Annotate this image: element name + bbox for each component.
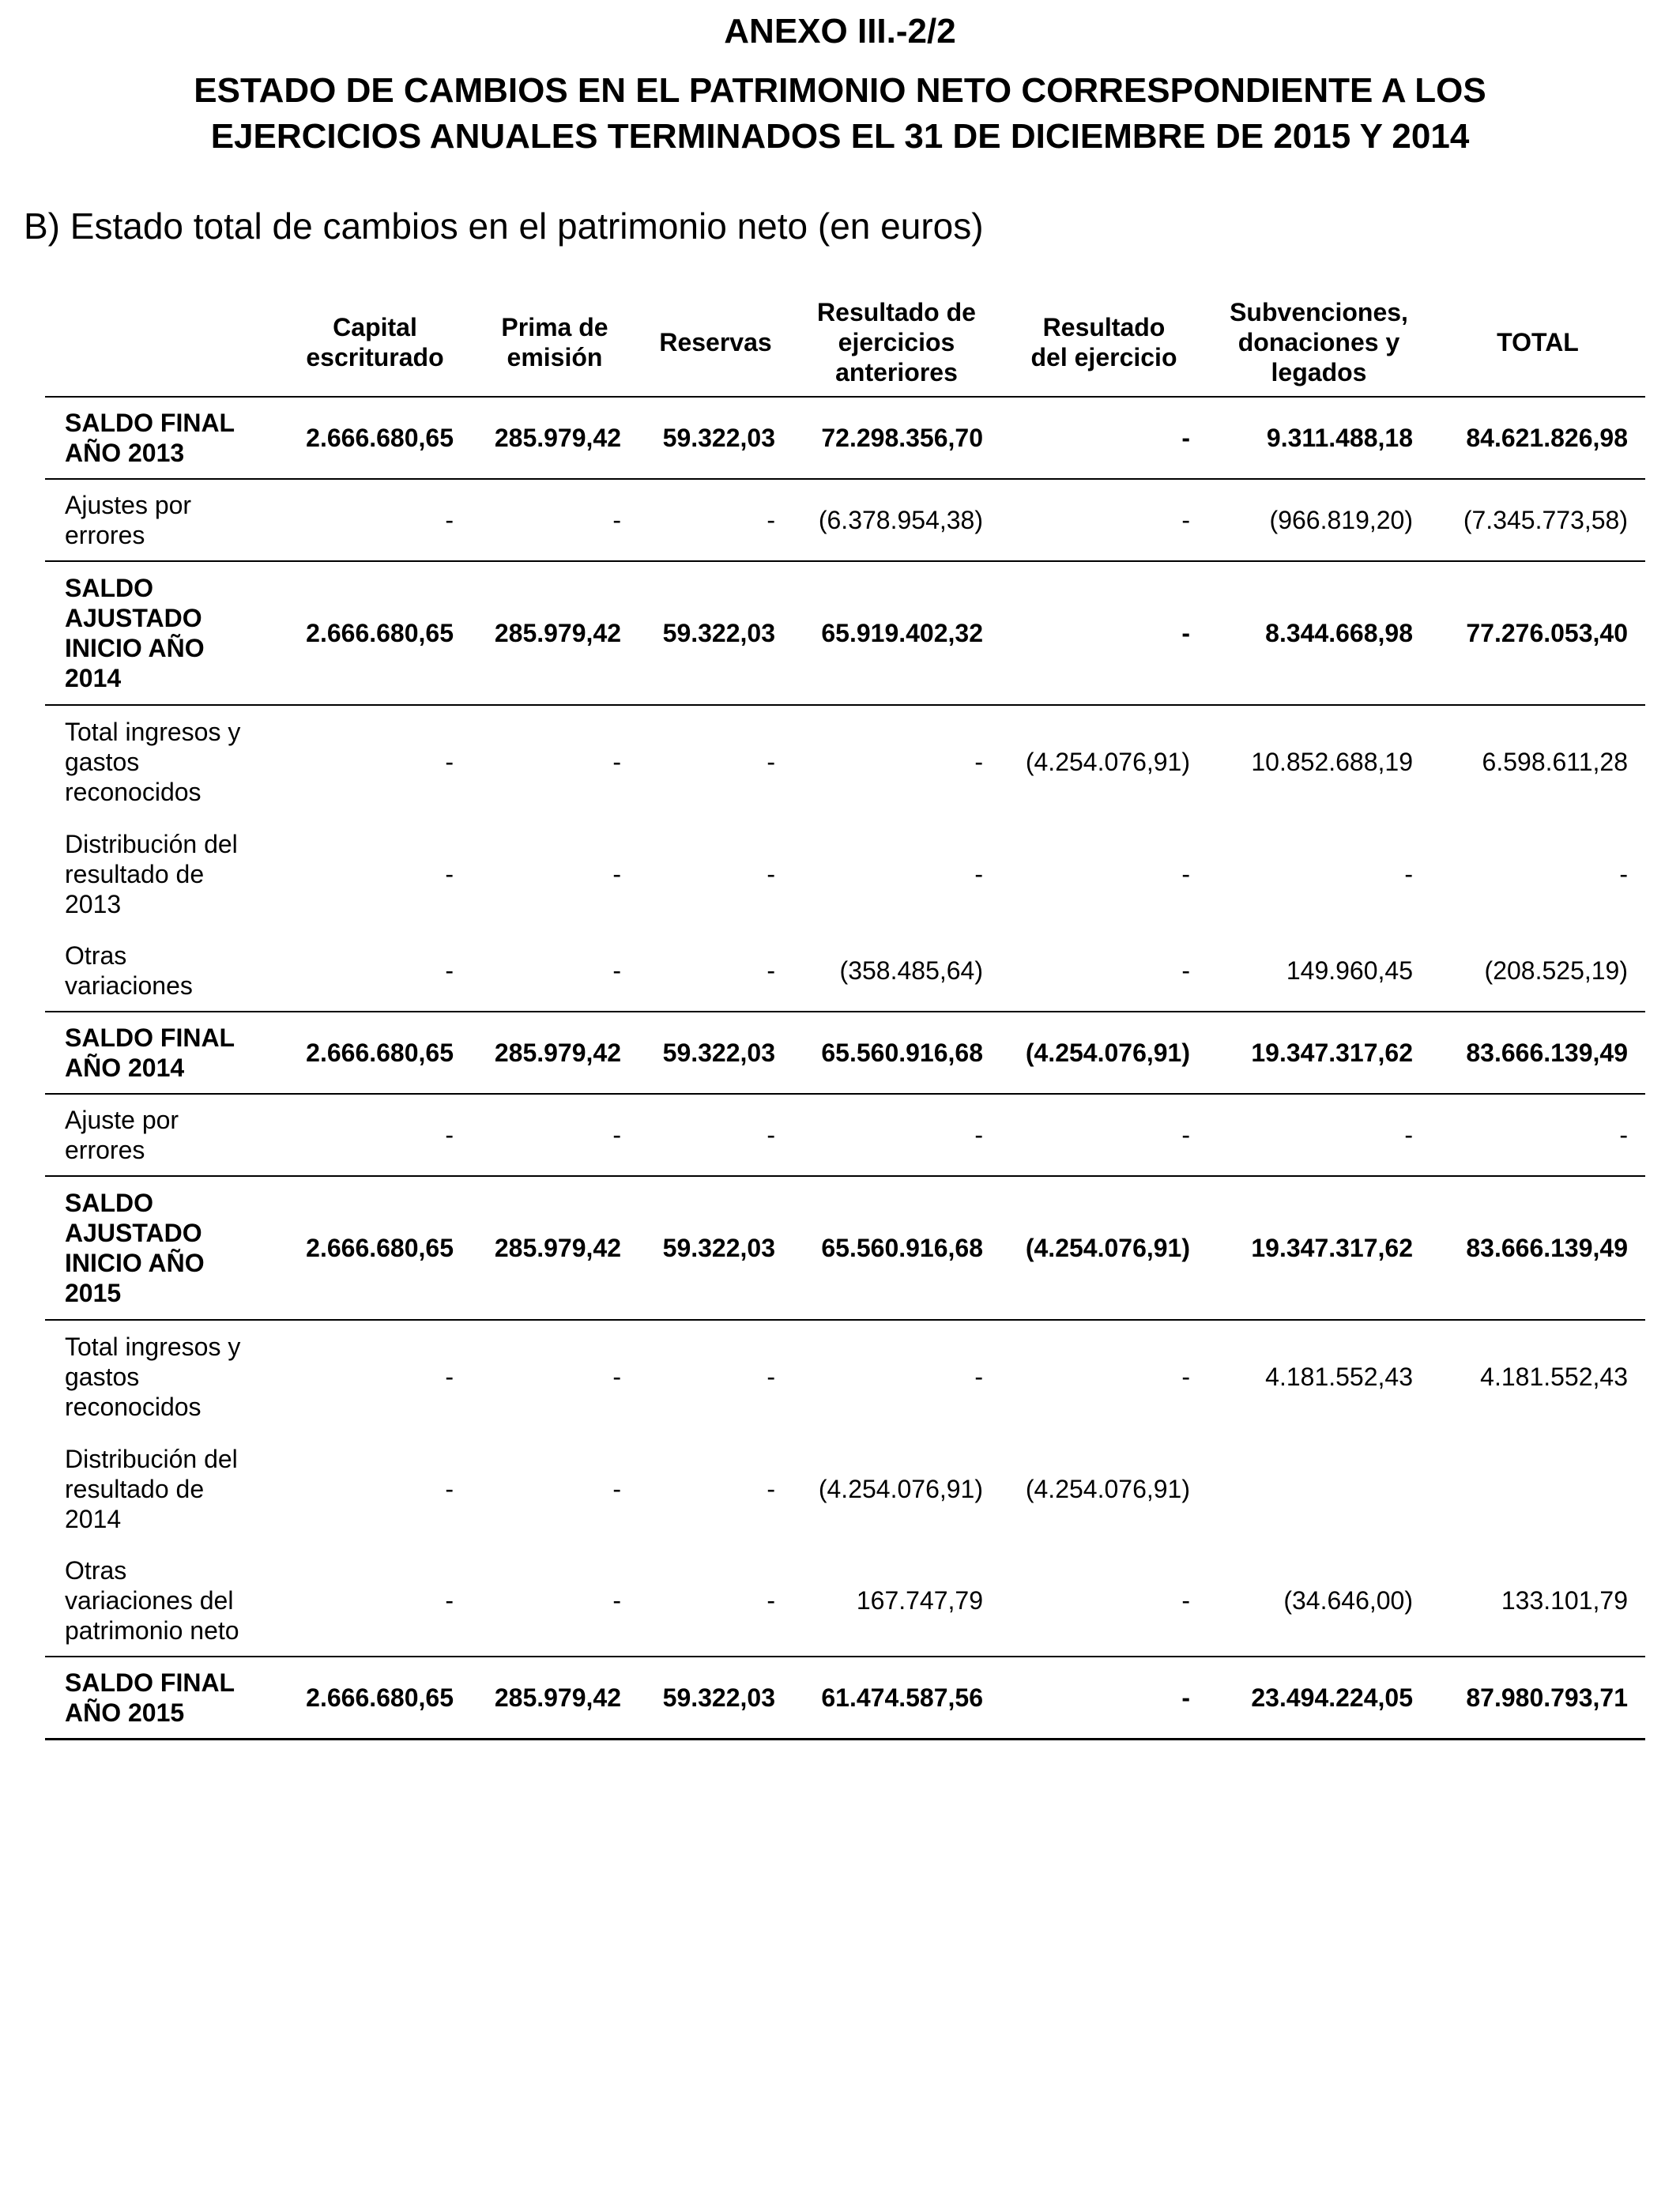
cell-capital: - xyxy=(279,1544,471,1657)
table-row-saldo-ajustado-2015 xyxy=(45,1176,1645,1320)
cell-prima: - xyxy=(471,1094,638,1176)
cell-subvenciones: - xyxy=(1404,859,1413,888)
cell-prima: 285.979,42 xyxy=(471,1657,638,1739)
cell-capital: 2.666.680,65 xyxy=(279,1012,471,1094)
row-label-line: 2015 xyxy=(65,1279,122,1307)
cell-prima: 285.979,42 xyxy=(471,397,638,479)
cell-resultado-ejercicio: - xyxy=(1000,1657,1207,1739)
cell-reservas: - xyxy=(638,1544,793,1657)
row-label-line: errores xyxy=(65,521,145,549)
cell-resultado-anteriores: (4.254.076,91) xyxy=(818,1474,983,1503)
table-row-otras-variaciones-2014 xyxy=(45,929,1645,1012)
cell-prima: - xyxy=(471,1544,638,1657)
header-total: TOTAL xyxy=(1430,288,1645,397)
cell-resultado-anteriores: - xyxy=(974,748,983,776)
cell-reservas: - xyxy=(638,1094,793,1176)
cell-resultado-anteriores: 167.747,79 xyxy=(793,1544,1000,1657)
header-subvenciones xyxy=(1207,288,1430,397)
row-label xyxy=(45,479,279,561)
cell-subvenciones: 4.181.552,43 xyxy=(1265,1363,1413,1391)
cell-capital: 2.666.680,65 xyxy=(279,1176,471,1320)
cell-total: 83.666.139,49 xyxy=(1430,1176,1645,1320)
row-label-line: Ajustes por xyxy=(65,491,192,519)
header-row xyxy=(45,288,1645,397)
table-row-otras-variaciones-2015 xyxy=(45,1544,1645,1657)
row-label-line: resultado de xyxy=(65,1474,205,1503)
row-label xyxy=(45,929,279,1012)
cell-resultado-anteriores: - xyxy=(974,1363,983,1391)
cell-total xyxy=(1430,1433,1645,1544)
cell-total: 6.598.611,28 xyxy=(1482,748,1628,776)
row-label xyxy=(45,818,279,929)
row-label-line: 2014 xyxy=(65,664,122,692)
header-line: Capital xyxy=(333,312,417,341)
row-label-line: SALDO xyxy=(65,1189,153,1217)
row-label xyxy=(45,1657,279,1739)
header-line: Resultado de xyxy=(817,297,976,326)
cell-prima: - xyxy=(471,479,638,561)
cell-subvenciones: (34.646,00) xyxy=(1207,1544,1430,1657)
header-line: legados xyxy=(1271,357,1367,386)
header-line: del ejercicio xyxy=(1030,342,1177,371)
cell-total: 133.101,79 xyxy=(1430,1544,1645,1657)
cell-capital: - xyxy=(445,1474,454,1503)
row-label-line: AJUSTADO xyxy=(65,1219,202,1247)
header-reservas: Reservas xyxy=(638,288,793,397)
row-label-line: 2014 xyxy=(65,1504,122,1533)
row-label-line: variaciones xyxy=(65,971,193,1000)
row-label xyxy=(45,1176,279,1320)
cell-capital: 2.666.680,65 xyxy=(279,397,471,479)
row-label xyxy=(45,1433,279,1544)
cell-subvenciones: 10.852.688,19 xyxy=(1251,748,1413,776)
cell-subvenciones: 8.344.668,98 xyxy=(1207,561,1430,705)
table-row-saldo-final-2014 xyxy=(45,1012,1645,1094)
cell-total: - xyxy=(1619,859,1628,888)
statement-title-line-1: ESTADO DE CAMBIOS EN EL PATRIMONIO NETO CORRESPONDIENTE A LOS xyxy=(194,71,1486,110)
table-row-total-ingresos-gastos-2015 xyxy=(45,1320,1645,1433)
row-label xyxy=(45,1012,279,1094)
row-label xyxy=(45,561,279,705)
header-line: ejercicios xyxy=(838,327,955,356)
cell-prima: - xyxy=(471,929,638,1012)
header-concept xyxy=(45,288,279,397)
cell-resultado-ejercicio: - xyxy=(1000,561,1207,705)
cell-total: 87.980.793,71 xyxy=(1430,1657,1645,1739)
header-resultado-ejercicios-anteriores xyxy=(793,288,1000,397)
cell-resultado-anteriores: - xyxy=(974,859,983,888)
header-line: Prima de xyxy=(501,312,608,341)
cell-prima: - xyxy=(612,859,621,888)
row-label-line: resultado de xyxy=(65,859,205,888)
cell-reservas: 59.322,03 xyxy=(638,1657,793,1739)
cell-resultado-anteriores: 72.298.356,70 xyxy=(793,397,1000,479)
row-label-line: Total ingresos y xyxy=(65,1333,241,1361)
header-prima-emision xyxy=(471,288,638,397)
row-label-line: AJUSTADO xyxy=(65,604,202,632)
header-line: Subvenciones, xyxy=(1230,297,1408,326)
cell-subvenciones: (966.819,20) xyxy=(1207,479,1430,561)
cell-resultado-anteriores: (6.378.954,38) xyxy=(793,479,1000,561)
row-label-line: Distribución del xyxy=(65,829,238,858)
cell-prima: - xyxy=(612,1363,621,1391)
row-label-line: Total ingresos y xyxy=(65,718,241,746)
row-label-line: INICIO AÑO xyxy=(65,634,205,662)
row-label-line: gastos xyxy=(65,1363,140,1391)
table-row-distribucion-resultado-2014 xyxy=(45,1433,1645,1544)
cell-resultado-anteriores: 65.919.402,32 xyxy=(793,561,1000,705)
row-label xyxy=(45,1094,279,1176)
row-label-line: reconocidos xyxy=(65,778,202,806)
cell-subvenciones: 23.494.224,05 xyxy=(1207,1657,1430,1739)
table-row-saldo-final-2013 xyxy=(45,397,1645,479)
cell-subvenciones xyxy=(1207,1433,1430,1544)
cell-reservas: - xyxy=(638,479,793,561)
cell-total: 4.181.552,43 xyxy=(1480,1363,1628,1391)
statement-title xyxy=(79,68,1601,160)
cell-resultado-ejercicio: - xyxy=(1181,859,1190,888)
cell-total: (7.345.773,58) xyxy=(1430,479,1645,561)
cell-total: - xyxy=(1430,1094,1645,1176)
row-label-line: Ajuste por xyxy=(65,1106,179,1134)
table-row-ajuste-errores-2015 xyxy=(45,1094,1645,1176)
cell-resultado-ejercicio: - xyxy=(1000,929,1207,1012)
cell-capital: - xyxy=(445,859,454,888)
cell-subvenciones: - xyxy=(1207,1094,1430,1176)
cell-prima: 285.979,42 xyxy=(471,561,638,705)
cell-reservas: - xyxy=(767,859,775,888)
cell-resultado-anteriores: (358.485,64) xyxy=(793,929,1000,1012)
cell-resultado-ejercicio: (4.254.076,91) xyxy=(1000,1176,1207,1320)
row-label-line: SALDO FINAL xyxy=(65,1668,235,1697)
cell-resultado-anteriores: 65.560.916,68 xyxy=(793,1012,1000,1094)
cell-reservas: - xyxy=(767,1363,775,1391)
cell-capital: 2.666.680,65 xyxy=(279,561,471,705)
cell-resultado-ejercicio: - xyxy=(1000,397,1207,479)
cell-resultado-ejercicio: (4.254.076,91) xyxy=(1025,1474,1190,1503)
cell-reservas: 59.322,03 xyxy=(638,1176,793,1320)
row-label-line: Otras xyxy=(65,1555,127,1585)
table-row-ajustes-errores-2014 xyxy=(45,479,1645,561)
cell-reservas: - xyxy=(767,748,775,776)
cell-prima: 285.979,42 xyxy=(471,1012,638,1094)
row-label-line: AÑO 2015 xyxy=(65,1698,185,1727)
cell-reservas: 59.322,03 xyxy=(638,561,793,705)
row-label-line: AÑO 2013 xyxy=(65,439,185,467)
table-row-saldo-ajustado-2014 xyxy=(45,561,1645,705)
cell-resultado-anteriores: - xyxy=(793,1094,1000,1176)
row-label-line: Otras xyxy=(65,941,127,970)
row-label-line: 2013 xyxy=(65,889,122,918)
cell-capital: - xyxy=(279,1094,471,1176)
row-label-line: Distribución del xyxy=(65,1444,238,1473)
cell-total: 77.276.053,40 xyxy=(1430,561,1645,705)
header-capital-escriturado xyxy=(279,288,471,397)
cell-prima: - xyxy=(612,1474,621,1503)
cell-reservas: 59.322,03 xyxy=(638,397,793,479)
header-line: donaciones y xyxy=(1237,327,1400,356)
row-label-line: patrimonio neto xyxy=(65,1615,239,1645)
row-label-line: AÑO 2014 xyxy=(65,1054,185,1082)
cell-reservas: 59.322,03 xyxy=(638,1012,793,1094)
cell-reservas: - xyxy=(767,1474,775,1503)
row-label xyxy=(45,397,279,479)
table-row-total-ingresos-gastos-2014 xyxy=(45,705,1645,818)
row-label-line: variaciones del xyxy=(65,1585,234,1615)
row-label-line: errores xyxy=(65,1136,145,1164)
cell-capital: - xyxy=(279,479,471,561)
cell-resultado-ejercicio: (4.254.076,91) xyxy=(1025,748,1190,776)
cell-total: (208.525,19) xyxy=(1430,929,1645,1012)
cell-total: 84.621.826,98 xyxy=(1430,397,1645,479)
cell-resultado-ejercicio: - xyxy=(1000,1544,1207,1657)
header-line: Resultado xyxy=(1042,312,1166,341)
table-row-saldo-final-2015 xyxy=(45,1657,1645,1739)
cell-subvenciones: 9.311.488,18 xyxy=(1207,397,1430,479)
statement-title-line-2: EJERCICIOS ANUALES TERMINADOS EL 31 DE DICIEMBRE DE 2015 Y 2014 xyxy=(210,117,1470,156)
row-label-line: reconocidos xyxy=(65,1393,202,1421)
row-label-line: INICIO AÑO xyxy=(65,1249,205,1277)
header-resultado-ejercicio xyxy=(1000,288,1207,397)
header-line: emisión xyxy=(507,342,603,371)
cell-prima: - xyxy=(612,748,621,776)
cell-resultado-ejercicio: - xyxy=(1000,1094,1207,1176)
cell-reservas: - xyxy=(638,929,793,1012)
cell-capital: 2.666.680,65 xyxy=(279,1657,471,1739)
row-label xyxy=(45,1320,279,1433)
row-label-line: gastos xyxy=(65,748,140,776)
annex-number: ANEXO III.-2/2 xyxy=(724,12,956,51)
cell-resultado-anteriores: 65.560.916,68 xyxy=(793,1176,1000,1320)
row-label-line: SALDO FINAL xyxy=(65,1023,235,1052)
equity-changes-table xyxy=(45,288,1645,1740)
header-line: anteriores xyxy=(835,357,958,386)
cell-resultado-ejercicio: (4.254.076,91) xyxy=(1000,1012,1207,1094)
cell-subvenciones: 149.960,45 xyxy=(1207,929,1430,1012)
cell-resultado-ejercicio: - xyxy=(1000,479,1207,561)
cell-capital: - xyxy=(445,748,454,776)
cell-prima: 285.979,42 xyxy=(471,1176,638,1320)
header-line: escriturado xyxy=(306,342,444,371)
cell-subvenciones: 19.347.317,62 xyxy=(1207,1176,1430,1320)
cell-subvenciones: 19.347.317,62 xyxy=(1207,1012,1430,1094)
cell-total: 83.666.139,49 xyxy=(1430,1012,1645,1094)
cell-resultado-anteriores: 61.474.587,56 xyxy=(793,1657,1000,1739)
row-label-line: SALDO xyxy=(65,574,153,602)
table-row-distribucion-resultado-2013 xyxy=(45,818,1645,929)
cell-capital: - xyxy=(279,929,471,1012)
cell-resultado-ejercicio: - xyxy=(1181,1363,1190,1391)
cell-capital: - xyxy=(445,1363,454,1391)
statement-subtitle: B) Estado total de cambios en el patrimonio neto (en euros) xyxy=(24,205,984,247)
row-label-line: SALDO FINAL xyxy=(65,409,235,437)
row-label xyxy=(45,1544,279,1657)
row-label xyxy=(45,705,279,818)
